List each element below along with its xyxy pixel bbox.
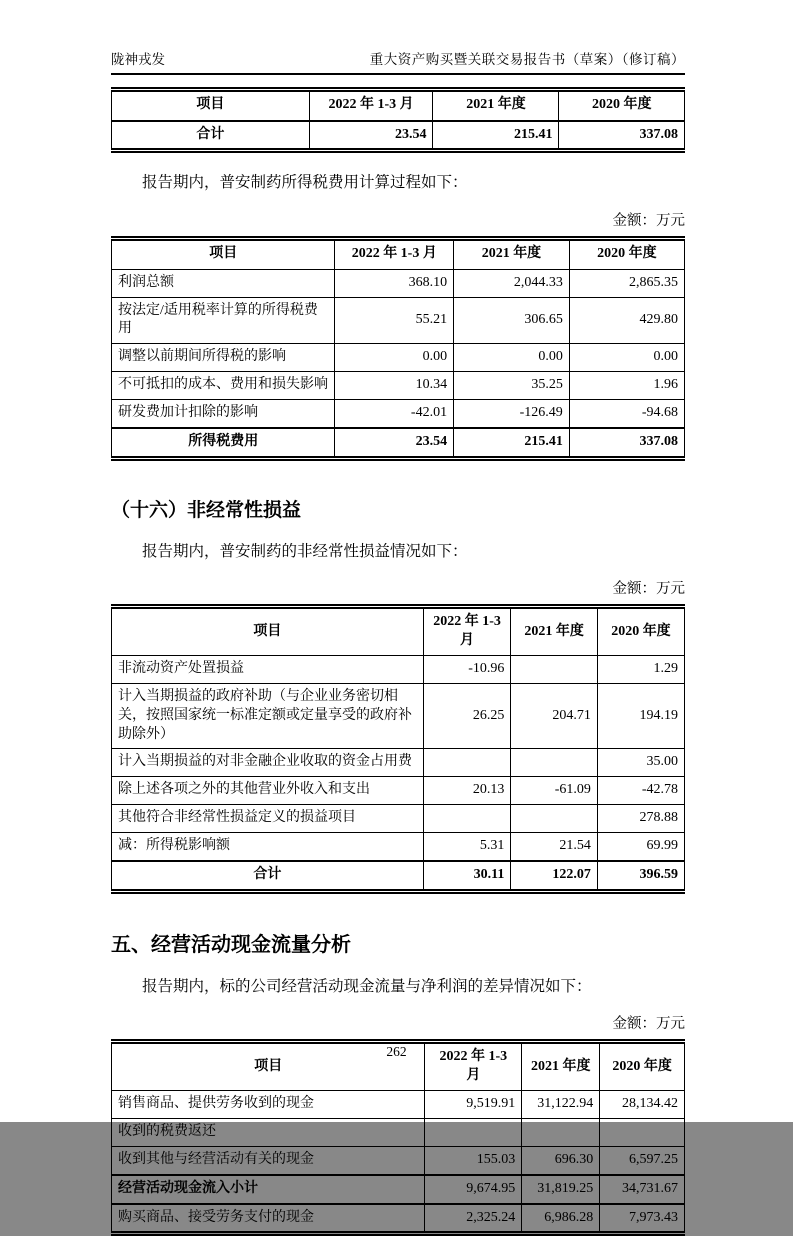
cell-value: 306.65: [454, 297, 570, 344]
header-document-title: 重大资产购买暨关联交易报告书（草案）（修订稿）: [369, 52, 685, 67]
cell-value: 0.00: [569, 344, 684, 372]
cell-value: 6,986.28: [522, 1204, 600, 1234]
cell-value: 21.54: [511, 833, 598, 861]
cell-value: 155.03: [425, 1146, 522, 1174]
cell-value: 10.34: [335, 372, 454, 400]
cell-value: 122.07: [511, 861, 598, 891]
table-row: [112, 655, 685, 683]
table-row: [112, 1204, 685, 1234]
table-row: [112, 344, 685, 372]
column-header: 项目: [112, 1042, 425, 1091]
cell-value: 0.00: [454, 344, 570, 372]
column-header: 2022 年 1-3 月: [309, 90, 433, 121]
column-header: 2021 年度: [522, 1042, 600, 1091]
header-company-name: 陇神戎发: [111, 52, 165, 67]
cell-value: 35.00: [597, 749, 684, 777]
cell-value: 1.96: [569, 372, 684, 400]
row-label: 合计: [112, 121, 310, 151]
non-recurring-intro: 报告期内，普安制药的非经常性损益情况如下：: [142, 542, 468, 560]
section-heading-non-recurring: （十六）非经常性损益: [111, 499, 302, 521]
cell-value: 28,134.42: [600, 1090, 685, 1118]
column-header: 2020 年度: [597, 607, 684, 656]
table-row: [112, 121, 685, 151]
cell-value: 20.13: [423, 777, 511, 805]
row-label: 非流动资产处置损益: [112, 655, 424, 683]
cell-value: 337.08: [559, 121, 685, 151]
table-row: [112, 400, 685, 428]
cell-value: 2,865.35: [569, 269, 684, 297]
unit-label: 金额：万元: [612, 1016, 685, 1033]
row-label: 所得税费用: [112, 428, 335, 458]
cell-value: 55.21: [335, 297, 454, 344]
cell-value: 31,122.94: [522, 1090, 600, 1118]
data-table: [111, 87, 685, 153]
cell-value: 30.11: [423, 861, 511, 891]
column-header: 2022 年 1-3 月: [425, 1042, 522, 1091]
table-header-row: [112, 238, 685, 269]
table-row: [112, 1118, 685, 1146]
cell-value: 5.31: [423, 833, 511, 861]
cell-value: 368.10: [335, 269, 454, 297]
row-label: 不可抵扣的成本、费用和损失影响: [112, 372, 335, 400]
cell-value: 194.19: [597, 683, 684, 749]
cell-value: [511, 655, 598, 683]
table-row: [112, 749, 685, 777]
table-header-row: [112, 607, 685, 656]
row-label: 计入当期损益的政府补助（与企业业务密切相关，按照国家统一标准定额或定量享受的政府补助除外）: [112, 683, 424, 749]
section-heading-cash-flow: 五、经营活动现金流量分析: [111, 933, 351, 956]
cell-value: -42.01: [335, 400, 454, 428]
column-header: 2020 年度: [559, 90, 685, 121]
cell-value: 215.41: [454, 428, 570, 458]
table-row: [112, 683, 685, 749]
non-recurring-table: [111, 604, 685, 894]
row-label: 购买商品、接受劳务支付的现金: [112, 1204, 425, 1234]
column-header: 项目: [112, 90, 310, 121]
table-row: [112, 1090, 685, 1118]
table-row: [112, 428, 685, 458]
table-row: [112, 1175, 685, 1204]
row-label: 合计: [112, 861, 424, 891]
cell-value: [511, 805, 598, 833]
cell-value: 2,325.24: [425, 1204, 522, 1234]
table-row: [112, 269, 685, 297]
cash-flow-table: [111, 1039, 685, 1236]
row-label: 按法定/适用税率计算的所得税费用: [112, 297, 335, 344]
cash-flow-intro: 报告期内，标的公司经营活动现金流量与净利润的差异情况如下：: [142, 977, 592, 995]
row-label: 调整以前期间所得税的影响: [112, 344, 335, 372]
cell-value: 696.30: [522, 1146, 600, 1174]
cell-value: 204.71: [511, 683, 598, 749]
income-tax-table: [111, 236, 685, 461]
row-label: 除上述各项之外的其他营业外收入和支出: [112, 777, 424, 805]
row-label: 计入当期损益的对非金融企业收取的资金占用费: [112, 749, 424, 777]
column-header: 项目: [112, 607, 424, 656]
table-row: [112, 833, 685, 861]
summary-table: [111, 87, 685, 153]
page-number: 262: [386, 1044, 407, 1059]
data-table: [111, 1039, 685, 1236]
running-header: [111, 48, 685, 75]
column-header: 2022 年 1-3 月: [423, 607, 511, 656]
cell-value: 23.54: [335, 428, 454, 458]
column-header: 2021 年度: [511, 607, 598, 656]
cell-value: -42.78: [597, 777, 684, 805]
data-table: [111, 604, 685, 894]
column-header: 2021 年度: [433, 90, 559, 121]
table-row: [112, 777, 685, 805]
table-header-row: [112, 90, 685, 121]
cell-value: 35.25: [454, 372, 570, 400]
row-label: 其他符合非经常性损益定义的损益项目: [112, 805, 424, 833]
cell-value: -61.09: [511, 777, 598, 805]
cell-value: 9,674.95: [425, 1175, 522, 1204]
cell-value: 396.59: [597, 861, 684, 891]
cell-value: 6,597.25: [600, 1146, 685, 1174]
cell-value: -94.68: [569, 400, 684, 428]
row-label: 收到的税费返还: [112, 1118, 425, 1146]
row-label: 销售商品、提供劳务收到的现金: [112, 1090, 425, 1118]
row-label: 减：所得税影响额: [112, 833, 424, 861]
cell-value: 1.29: [597, 655, 684, 683]
cell-value: 9,519.91: [425, 1090, 522, 1118]
row-label: 收到其他与经营活动有关的现金: [112, 1146, 425, 1174]
cell-value: 0.00: [335, 344, 454, 372]
unit-label: 金额：万元: [612, 581, 685, 598]
cell-value: -10.96: [423, 655, 511, 683]
cell-value: [423, 805, 511, 833]
table-row: [112, 1146, 685, 1174]
table-row: [112, 861, 685, 891]
cell-value: 429.80: [569, 297, 684, 344]
cell-value: 278.88: [597, 805, 684, 833]
table-row: [112, 805, 685, 833]
table-row: [112, 372, 685, 400]
column-header: 2020 年度: [600, 1042, 685, 1091]
cell-value: [522, 1118, 600, 1146]
cell-value: 337.08: [569, 428, 684, 458]
cell-value: [423, 749, 511, 777]
cell-value: 7,973.43: [600, 1204, 685, 1234]
row-label: 研发费加计扣除的影响: [112, 400, 335, 428]
row-label: 利润总额: [112, 269, 335, 297]
cell-value: 2,044.33: [454, 269, 570, 297]
unit-label: 金额：万元: [612, 212, 685, 229]
cell-value: [425, 1118, 522, 1146]
cell-value: 215.41: [433, 121, 559, 151]
table-row: [112, 297, 685, 344]
cell-value: 34,731.67: [600, 1175, 685, 1204]
income-tax-intro: 报告期内，普安制药所得税费用计算过程如下：: [142, 174, 468, 192]
cell-value: 31,819.25: [522, 1175, 600, 1204]
cell-value: [600, 1118, 685, 1146]
data-table: [111, 236, 685, 461]
row-label: 经营活动现金流入小计: [112, 1175, 425, 1204]
cell-value: 26.25: [423, 683, 511, 749]
cell-value: [511, 749, 598, 777]
column-header: 2020 年度: [569, 238, 684, 269]
cell-value: 23.54: [309, 121, 433, 151]
column-header: 2022 年 1-3 月: [335, 238, 454, 269]
column-header: 项目: [112, 238, 335, 269]
column-header: 2021 年度: [454, 238, 570, 269]
cell-value: -126.49: [454, 400, 570, 428]
cell-value: 69.99: [597, 833, 684, 861]
